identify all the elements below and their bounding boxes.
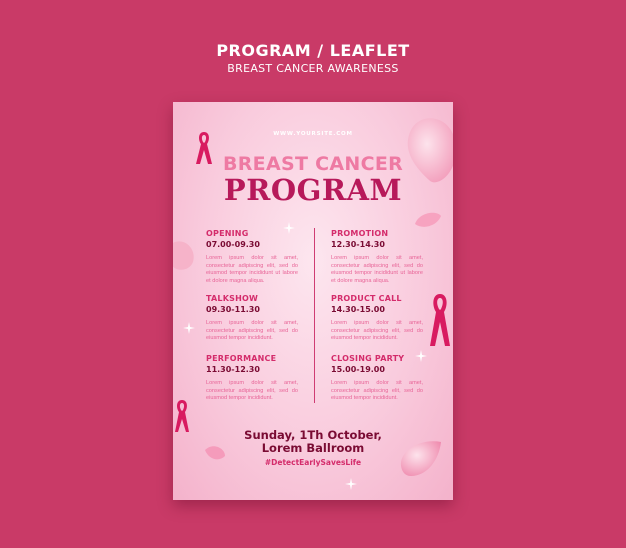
item-time: 12.30-14.30 <box>331 240 385 249</box>
column-divider <box>314 228 315 403</box>
hashtag: #DetectEarlySavesLife <box>264 458 362 467</box>
item-name: CLOSING PARTY <box>331 354 405 363</box>
schedule-item-product-call <box>331 294 423 343</box>
pink-ribbon-icon <box>429 292 451 348</box>
event-date: Sunday, 1Th October, <box>244 428 382 442</box>
website-url: WWW.YOURSITE.COM <box>273 131 353 137</box>
schedule-item-performance <box>206 354 298 403</box>
item-description: Lorem ipsum dolor sit amet, consectetur adipiscing elit, sed do eiusmod tempor incididunt ut labore et dolore magna aliqua. <box>331 255 423 284</box>
sparkle-icon <box>183 322 195 334</box>
header-title: PROGRAM / LEAFLET <box>216 41 410 60</box>
title-line-1: BREAST CANCER <box>222 153 404 175</box>
item-name: TALKSHOW <box>206 294 259 303</box>
title-line-2: PROGRAM <box>223 173 403 207</box>
item-time: 11.30-12.30 <box>206 365 260 374</box>
program-leaflet <box>173 102 453 500</box>
item-time: 09.30-11.30 <box>206 305 260 314</box>
item-time: 14.30-15.00 <box>331 305 385 314</box>
item-name: PROMOTION <box>331 229 389 238</box>
schedule-item-promotion <box>331 229 423 285</box>
schedule-item-talkshow <box>206 294 298 343</box>
item-description: Lorem ipsum dolor sit amet, consectetur adipiscing elit, sed do eiusmod tempor incididunt. <box>331 380 423 401</box>
item-description: Lorem ipsum dolor sit amet, consectetur adipiscing elit, sed do eiusmod tempor incididunt ut labore et dolore magna aliqua. <box>206 255 298 284</box>
item-time: 07.00-09.30 <box>206 240 260 249</box>
schedule-item-opening <box>206 229 298 285</box>
item-description: Lorem ipsum dolor sit amet, consectetur adipiscing elit, sed do eiusmod tempor incididunt. <box>331 320 423 341</box>
item-name: PERFORMANCE <box>206 354 277 363</box>
item-name: PRODUCT CALL <box>331 294 402 303</box>
item-description: Lorem ipsum dolor sit amet, consectetur adipiscing elit, sed do eiusmod tempor incididunt. <box>206 380 298 401</box>
rose-petal-icon <box>173 238 197 274</box>
schedule-item-closing-party <box>331 354 423 403</box>
event-venue: Lorem Ballroom <box>261 441 365 455</box>
item-name: OPENING <box>206 229 249 238</box>
rose-petal-icon <box>413 210 443 230</box>
sparkle-icon <box>345 478 357 490</box>
item-description: Lorem ipsum dolor sit amet, consectetur adipiscing elit, sed do eiusmod tempor incididunt. <box>206 320 298 341</box>
item-time: 15.00-19.00 <box>331 365 385 374</box>
header-subtitle: BREAST CANCER AWARENESS <box>227 62 399 75</box>
